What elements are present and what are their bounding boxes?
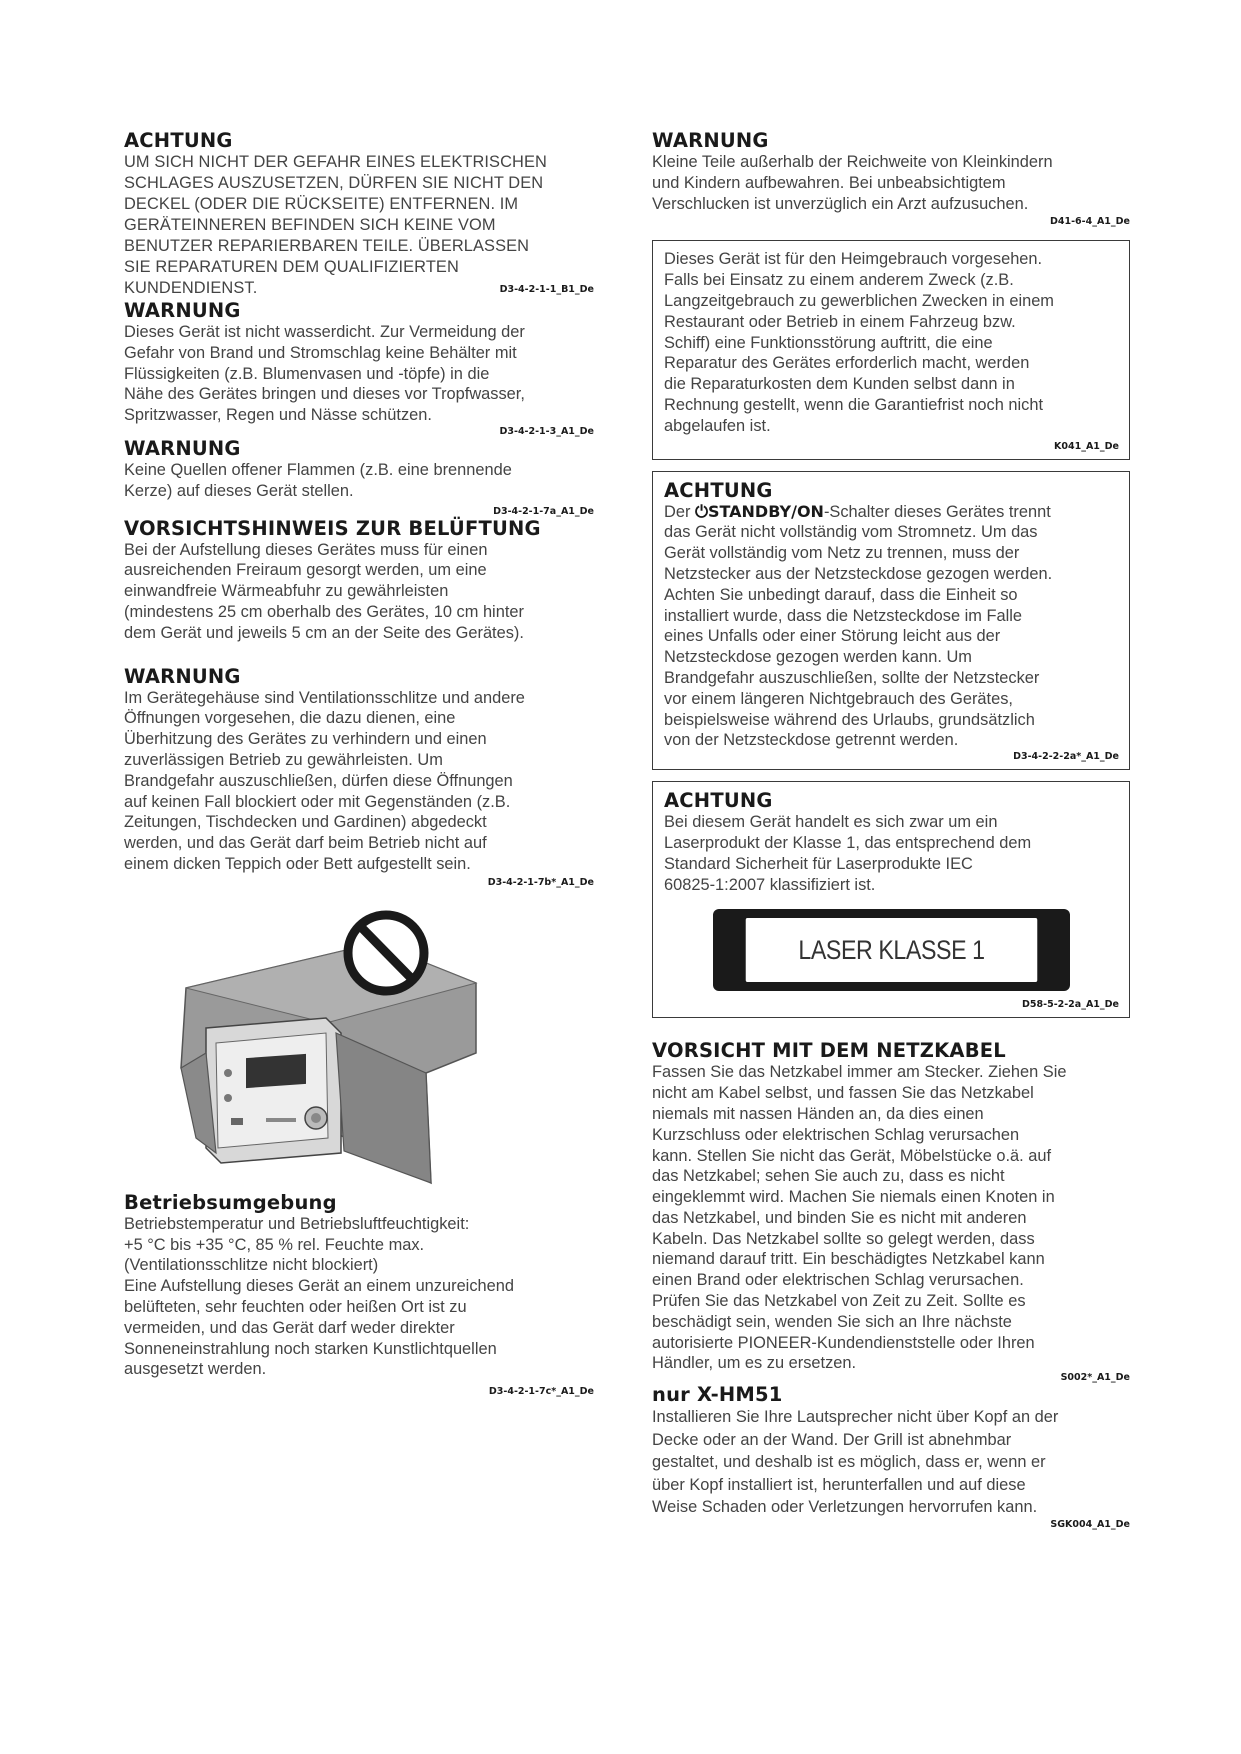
text-line: Standard Sicherheit für Laserprodukte IEC [664,854,973,873]
text-line: GERÄTEINNEREN BEFINDEN SICH KEINE VOM [124,216,496,234]
text-line: SCHLAGES AUSZUSETZEN, DÜRFEN SIE NICHT DEN [124,174,544,192]
text-line: Sonneneinstrahlung noch starken Kunstlichtquellen [124,1339,497,1358]
reference-code: SGK004_A1_De [1050,1518,1130,1530]
text-line: Gerät vollständig vom Netz zu trennen, muss der [664,544,1020,563]
text-line: kann. Stellen Sie nicht das Gerät, Möbelstücke o.ä. auf [652,1146,1052,1165]
heading-achtung: ACHTUNG [124,129,233,152]
body-text [124,152,594,299]
text-line: und Kindern aufbewahren. Bei unbeabsichtigtem [652,173,1006,192]
text-fragment: Der [664,502,695,521]
section-x-hm51 [652,1384,1130,1531]
reference-code: D58-5-2-2a_A1_De [1022,999,1119,1011]
heading-ventilation: VORSICHTSHINWEIS ZUR BELÜFTUNG [124,516,541,540]
text-line: Achten Sie unbedingt darauf, dass die Einheit so [664,585,1018,604]
section-warnung-vents [124,666,594,889]
reference-code: K041_A1_De [1054,440,1119,452]
text-line: nicht am Kabel selbst, und fassen Sie das Netzkabel [652,1084,1034,1103]
body-text [124,1214,594,1380]
text-line: Betriebstemperatur und Betriebsluftfeuchtigkeit: [124,1214,470,1233]
text-line: KUNDENDIENST. [124,279,258,297]
text-line: (mindestens 25 cm oberhalb des Gerätes, 10 cm hinter [124,602,524,621]
section-ventilation [124,518,594,644]
text-line: Kurzschluss oder elektrischen Schlag verursachen [652,1125,1020,1144]
text-line: Zeitungen, Tischdecken und Gardinen) abgedeckt [124,813,487,832]
text-line: Öffnungen vorgesehen, die dazu dienen, eine [124,709,456,728]
body-text [664,249,1119,436]
body-text [124,322,594,426]
notice-box-laser [652,781,1130,1018]
text-line: die Reparaturkosten dem Kunden selbst dann in [664,375,1015,394]
heading-achtung: ACHTUNG [664,789,773,813]
text-line: beispielsweise während des Urlaubs, grundsätzlich [664,710,1035,729]
body-text [652,152,1130,214]
text-line: Fassen Sie das Netzkabel immer am Stecker. Ziehen Sie [652,1063,1067,1082]
text-line: BENUTZER REPARIERBAREN TEILE. ÜBERLASSEN [124,237,530,255]
section-warnung-flames [124,438,594,518]
notice-box-standby [652,471,1130,771]
text-line: abgelaufen ist. [664,416,771,435]
body-text [124,540,594,644]
text-line: Kabeln. Das Netzkabel sollte so gelegt werden, dass [652,1229,1035,1248]
heading-netzkabel: VORSICHT MIT DEM NETZKABEL [652,1039,1006,1063]
text-line: (Ventilationsschlitze nicht blockiert) [124,1256,379,1275]
text-line: DECKEL (ODER DIE RÜCKSEITE) ENTFERNEN. IM [124,195,519,213]
text-line: +5 °C bis +35 °C, 85 % rel. Feuchte max. [124,1235,425,1254]
reference-code: D3-4-2-1-1_B1_De [499,284,594,295]
text-line: niemals mit nassen Händen an, da dies einen [652,1104,984,1123]
text-line: eingeklemmt wird. Machen Sie niemals einen Knoten in [652,1188,1055,1207]
text-line: Bei der Aufstellung dieses Gerätes muss für einen [124,540,488,559]
section-operating-environment [124,1192,594,1398]
heading-warnung: WARNUNG [124,664,241,688]
text-line: SIE REPARATUREN DEM QUALIFIZIERTEN [124,258,459,276]
text-line: Eine Aufstellung dieses Gerät an einem unzureichend [124,1277,514,1296]
left-column [124,130,594,1398]
reference-code: D3-4-2-2-2a*_A1_De [1013,751,1119,763]
standby-label: STANDBY/ON [707,501,824,521]
text-line: Dieses Gerät ist nicht wasserdicht. Zur Vermeidung der [124,323,525,341]
text-line: Keine Quellen offener Flammen (z.B. eine brennende [124,460,512,479]
reference-code: D3-4-2-1-3_A1_De [499,425,594,437]
text-line: Dieses Gerät ist für den Heimgebrauch vorgesehen. [664,250,1043,269]
heading-achtung: ACHTUNG [664,478,773,502]
text-line [664,502,1119,523]
text-line: Bei diesem Gerät handelt es sich zwar um ein [664,813,998,832]
text-line: Händler, um es zu ersetzen. [652,1354,857,1373]
text-line: einwandfreie Wärmeabfuhr zu gewährleisten [124,582,449,601]
notice-box-home-use [652,240,1130,459]
text-line: vermeiden, und das Gerät darf weder direkter [124,1318,455,1337]
laser-label-wrap [664,909,1119,991]
text-line: zuverlässigen Betrieb zu gewährleisten. Um [124,750,443,769]
body-text [652,1062,1130,1374]
text-line: Flüssigkeiten (z.B. Blumenvasen und -töpfe) in die [124,364,490,383]
text-line: Weise Schaden oder Verletzungen hervorrufen kann. [652,1498,1038,1517]
reference-code: D3-4-2-1-7a_A1_De [493,505,594,517]
text-line: werden, und das Gerät darf beim Betrieb nicht auf [124,834,487,853]
text-line: Langzeitgebrauch zu gewerblichen Zwecken in einem [664,291,1054,310]
section-warnung-small-parts [652,130,1130,228]
text-line: Rechnung gestellt, wenn die Garantiefrist noch nicht [664,395,1044,414]
right-column [652,130,1130,1531]
text-line: Überhitzung des Gerätes zu verhindern und einen [124,730,487,749]
heading-warnung: WARNUNG [124,436,241,460]
body-text [664,812,1119,895]
text-line: gestaltet, und deshalb ist es möglich, dass er, wenn er [652,1453,1046,1472]
text-fragment: -Schalter dieses Gerätes trennt [823,502,1051,521]
text-line: das Gerät nicht vollständig vom Stromnetz. Um das [664,523,1038,542]
text-line: einem dicken Teppich oder Bett aufgestellt sein. [124,854,471,873]
text-line: Verschlucken ist unverzüglich ein Arzt aufzusuchen. [652,194,1029,213]
text-line: auf keinen Fall blockiert oder mit Gegenständen (z.B. [124,792,511,811]
text-line: Brandgefahr auszuschließen, sollte der Netzstecker [664,668,1040,687]
text-line: UM SICH NICHT DER GEFAHR EINES ELEKTRISCHEN [124,153,547,171]
text-line: Reparatur des Gerätes erforderlich macht, werden [664,354,1030,373]
section-achtung-shock [124,130,594,296]
text-line: Decke oder an der Wand. Der Grill ist abnehmbar [652,1430,1012,1449]
text-line: ausgesetzt werden. [124,1360,267,1379]
text-line: Prüfen Sie das Netzkabel von Zeit zu Zeit. Sollte es [652,1292,1026,1311]
text-line: Schiff) eine Funktionsstörung auftritt, die eine [664,333,993,352]
heading-model: nur X-HM51 [652,1383,783,1407]
text-line: Restaurant oder Betrieb in einem Fahrzeug bzw. [664,312,1016,331]
text-line: 60825-1:2007 klassifiziert ist. [664,875,876,894]
text-line: Nähe des Gerätes bringen und dieses vor Tropfwasser, [124,385,525,404]
body-text [652,1406,1130,1519]
text-line: Brandgefahr auszuschließen, dürfen diese Öffnungen [124,771,513,790]
text-line: Installieren Sie Ihre Lautsprecher nicht über Kopf an der [652,1408,1059,1427]
covered-device-illustration [176,903,488,1203]
heading-warnung: WARNUNG [124,299,241,322]
laser-label-text: LASER KLASSE 1 [746,918,1038,982]
text-line: dem Gerät und jeweils 5 cm an der Seite des Gerätes). [124,623,524,642]
section-power-cord [652,1040,1130,1384]
text-line: Falls bei Einsatz zu einem anderem Zweck (z.B. [664,271,1014,290]
reference-code: S002*_A1_De [1060,1372,1130,1384]
text-line: belüfteten, sehr feuchten oder heißen Ort ist zu [124,1297,467,1316]
text-line: Laserprodukt der Klasse 1, das entsprechend dem [664,833,1032,852]
text-line: Kleine Teile außerhalb der Reichweite von Kleinkindern [652,153,1053,171]
text-line: Netzstecker aus der Netzsteckdose gezogen werden. [664,564,1053,583]
text-line: niemand darauf tritt. Ein beschädigtes Netzkabel kann [652,1250,1045,1269]
text-line: Spritzwasser, Regen und Nässe schützen. [124,406,432,425]
text-line: einen Brand oder elektrischen Schlag verursachen. [652,1271,1024,1290]
laser-class-label [713,909,1070,991]
body-text [124,688,594,875]
text-line: Kerze) auf dieses Gerät stellen. [124,481,354,500]
text-line: beschädigt sein, wenden Sie sich an Ihre nächste [652,1312,1012,1331]
text-line: autorisierte PIONEER-Kundendienststelle oder Ihren [652,1333,1035,1352]
stereo-unit-icon [206,1018,341,1163]
text-line: Gefahr von Brand und Stromschlag keine Behälter mit [124,343,517,362]
text-line: das Netzkabel; sehen Sie auch zu, dass es nicht [652,1167,1005,1186]
power-icon: ⏻ [694,502,708,521]
body-text [664,502,1119,752]
text-line: über Kopf installiert ist, herunterfallen und auf diese [652,1475,1026,1494]
reference-code: D3-4-2-1-7c*_A1_De [488,1386,594,1398]
reference-code: D3-4-2-1-7b*_A1_De [487,876,594,888]
text-line: vor einem längeren Nichtgebrauch des Gerätes, [664,689,1013,708]
text-line: ausreichenden Freiraum gesorgt werden, um eine [124,561,487,580]
text-line: das Netzkabel, und binden Sie es nicht mit anderen [652,1208,1027,1227]
reference-code: D41-6-4_A1_De [1049,216,1130,228]
heading-warnung: WARNUNG [652,129,769,152]
text-line: von der Netzsteckdose getrennt werden. [664,731,959,750]
heading-betriebsumgebung: Betriebsumgebung [124,1190,337,1214]
text-line: Im Gerätegehäuse sind Ventilationsschlitze und andere [124,688,525,707]
text-line: installiert wurde, dass die Netzsteckdose im Falle [664,606,1023,625]
text-line: Netzsteckdose gezogen werden kann. Um [664,648,972,667]
body-text [124,460,594,502]
section-warnung-water [124,300,594,438]
prohibition-icon [348,915,424,991]
text-line: eines Unfalls oder einer Störung leicht aus der [664,627,1001,646]
